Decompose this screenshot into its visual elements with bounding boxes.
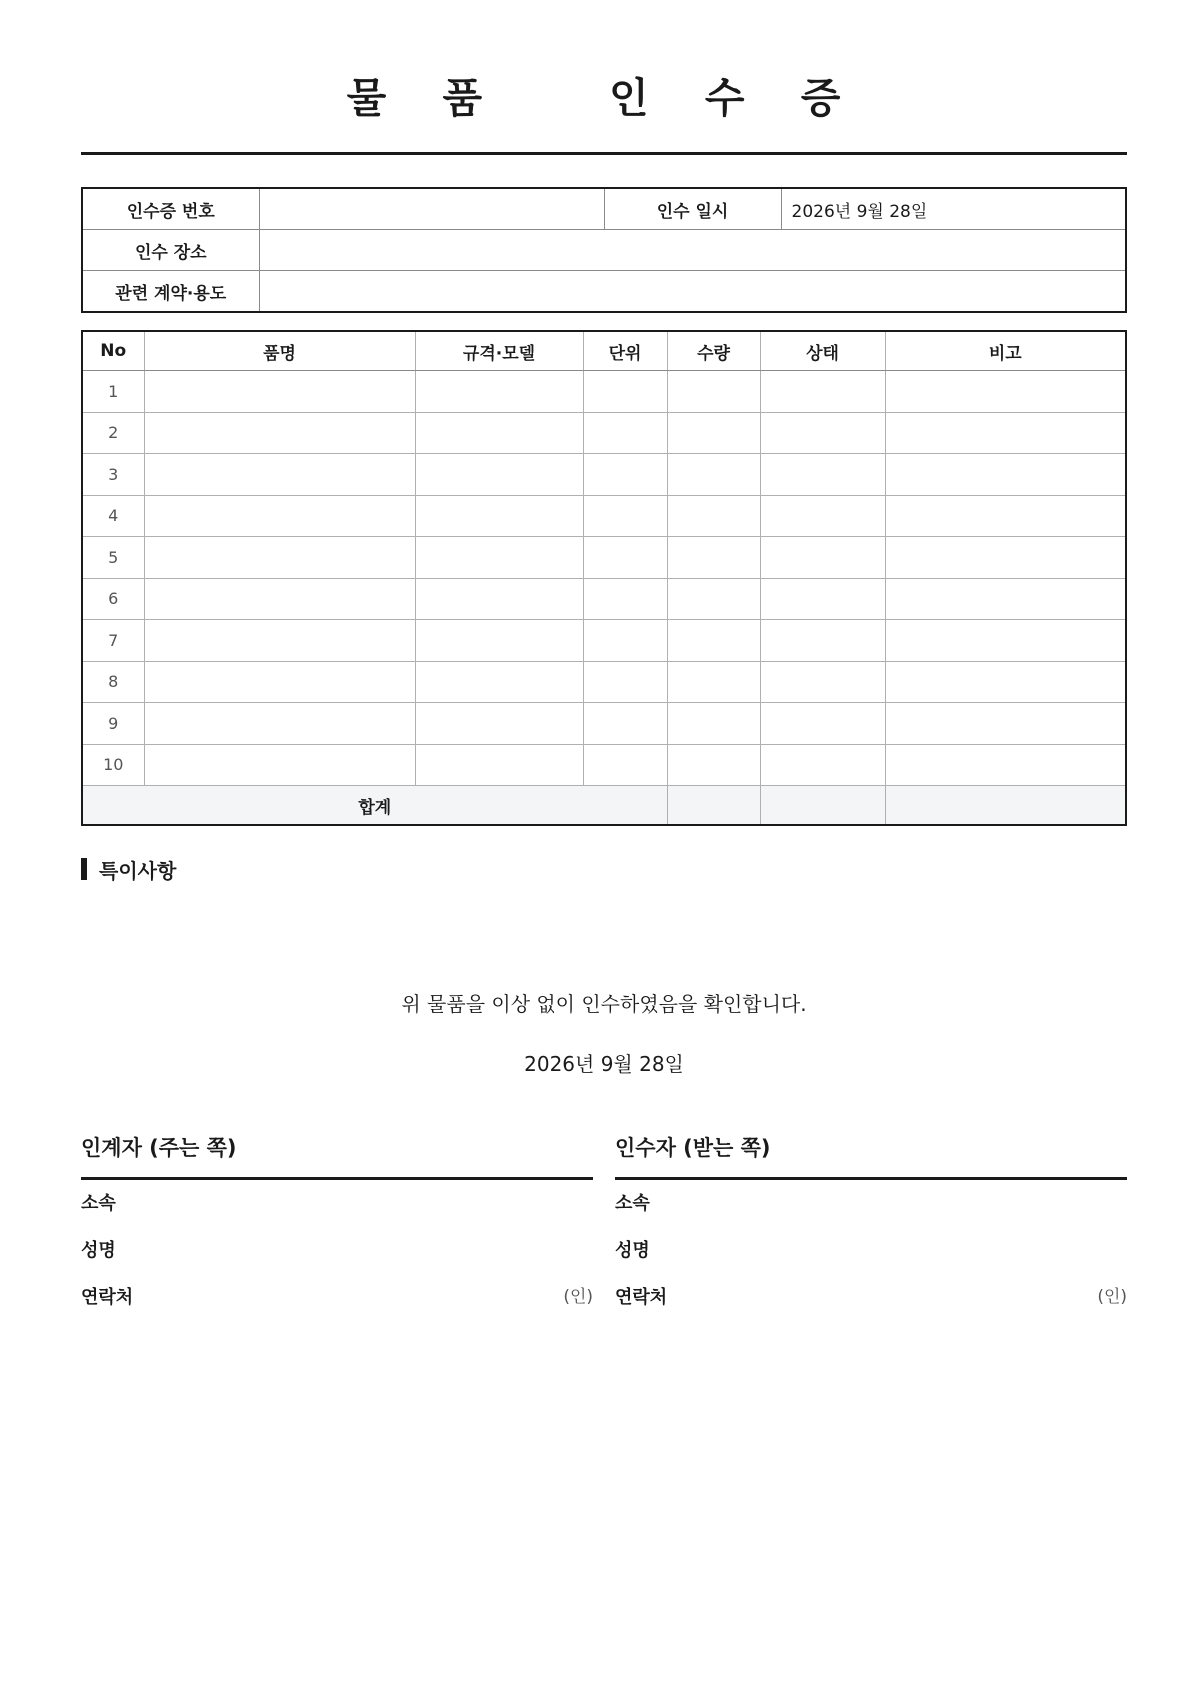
- item-name-cell[interactable]: [144, 537, 415, 579]
- item-name-cell[interactable]: [144, 703, 415, 745]
- remarks-cell[interactable]: [885, 703, 1126, 745]
- quantity-cell[interactable]: [667, 578, 760, 620]
- unit-cell[interactable]: [583, 537, 667, 579]
- row-number: 6: [82, 578, 144, 620]
- item-name-cell[interactable]: [144, 661, 415, 703]
- total-quantity-cell[interactable]: [667, 786, 760, 826]
- total-condition-cell[interactable]: [760, 786, 885, 826]
- condition-cell[interactable]: [760, 454, 885, 496]
- total-row: [82, 786, 1126, 826]
- condition-cell[interactable]: [760, 620, 885, 662]
- unit-cell[interactable]: [583, 412, 667, 454]
- condition-cell[interactable]: [760, 578, 885, 620]
- quantity-cell[interactable]: [667, 620, 760, 662]
- row-number: 4: [82, 495, 144, 537]
- condition-cell[interactable]: [760, 537, 885, 579]
- receiver-contact-row[interactable]: [615, 1274, 1127, 1321]
- unit-cell[interactable]: [583, 703, 667, 745]
- item-name-cell[interactable]: [144, 578, 415, 620]
- quantity-cell[interactable]: [667, 703, 760, 745]
- contract-label: 관련 계약·용도: [82, 271, 259, 313]
- condition-cell[interactable]: [760, 412, 885, 454]
- condition-cell[interactable]: [760, 661, 885, 703]
- received-at-field[interactable]: 2026년 9월 28일: [781, 188, 1126, 230]
- total-remarks-cell[interactable]: [885, 786, 1126, 826]
- spec-model-cell[interactable]: [415, 703, 583, 745]
- receiver-contact-label: 연락처: [615, 1287, 668, 1308]
- spec-model-cell[interactable]: [415, 661, 583, 703]
- col-header-no: No: [82, 331, 144, 371]
- remarks-cell[interactable]: [885, 578, 1126, 620]
- signing-date: 2026년 9월 28일: [524, 1052, 684, 1076]
- confirmation-statement: 위 물품을 이상 없이 인수하였음을 확인합니다.: [401, 992, 807, 1016]
- table-row: [82, 578, 1126, 620]
- row-number: 9: [82, 703, 144, 745]
- quantity-cell[interactable]: [667, 661, 760, 703]
- col-header-quantity: 수량: [667, 331, 760, 371]
- quantity-cell[interactable]: [667, 744, 760, 786]
- unit-cell[interactable]: [583, 578, 667, 620]
- table-row: [82, 371, 1126, 413]
- items-header-row: [82, 331, 1126, 371]
- item-name-cell[interactable]: [144, 495, 415, 537]
- document-title: 물 품 인 수 증: [346, 74, 862, 122]
- remarks-cell[interactable]: [885, 412, 1126, 454]
- table-row: [82, 703, 1126, 745]
- spec-model-cell[interactable]: [415, 495, 583, 537]
- quantity-cell[interactable]: [667, 537, 760, 579]
- col-header-item-name: 품명: [144, 331, 415, 371]
- giver-affiliation-label: 소속: [81, 1193, 116, 1214]
- receiver-block: [615, 1132, 1127, 1321]
- table-row: [82, 454, 1126, 496]
- quantity-cell[interactable]: [667, 412, 760, 454]
- table-row: [82, 620, 1126, 662]
- notes-heading: [81, 858, 1127, 883]
- condition-cell[interactable]: [760, 703, 885, 745]
- spec-model-cell[interactable]: [415, 578, 583, 620]
- remarks-cell[interactable]: [885, 744, 1126, 786]
- place-field[interactable]: [259, 230, 1126, 271]
- remarks-cell[interactable]: [885, 661, 1126, 703]
- unit-cell[interactable]: [583, 495, 667, 537]
- condition-cell[interactable]: [760, 371, 885, 413]
- table-row: [82, 412, 1126, 454]
- signature-section: [81, 1132, 1127, 1321]
- notes-title: 특이사항: [99, 858, 177, 883]
- remarks-cell[interactable]: [885, 371, 1126, 413]
- receipt-no-label: 인수증 번호: [82, 188, 259, 230]
- receiver-name-label: 성명: [615, 1240, 650, 1261]
- receiver-affiliation-label: 소속: [615, 1193, 650, 1214]
- remarks-cell[interactable]: [885, 537, 1126, 579]
- receiver-name-row[interactable]: [615, 1227, 1127, 1274]
- items-table: [81, 330, 1127, 826]
- spec-model-cell[interactable]: [415, 412, 583, 454]
- giver-contact-row[interactable]: [81, 1274, 593, 1321]
- receipt-no-field[interactable]: [259, 188, 604, 230]
- receiver-affiliation-row[interactable]: [615, 1180, 1127, 1227]
- condition-cell[interactable]: [760, 744, 885, 786]
- row-number: 2: [82, 412, 144, 454]
- place-label: 인수 장소: [82, 230, 259, 271]
- contract-field[interactable]: [259, 271, 1126, 313]
- col-header-condition: 상태: [760, 331, 885, 371]
- giver-seal-mark: (인): [563, 1287, 593, 1307]
- quantity-cell[interactable]: [667, 371, 760, 413]
- spec-model-cell[interactable]: [415, 371, 583, 413]
- table-row: [82, 661, 1126, 703]
- giver-block: [81, 1132, 593, 1321]
- col-header-unit: 단위: [583, 331, 667, 371]
- col-header-remarks: 비고: [885, 331, 1126, 371]
- row-number: 1: [82, 371, 144, 413]
- receipt-page: [81, 0, 1127, 1321]
- item-name-cell[interactable]: [144, 412, 415, 454]
- remarks-cell[interactable]: [885, 620, 1126, 662]
- row-number: 10: [82, 744, 144, 786]
- unit-cell[interactable]: [583, 371, 667, 413]
- unit-cell[interactable]: [583, 454, 667, 496]
- item-name-cell[interactable]: [144, 744, 415, 786]
- giver-name-row[interactable]: [81, 1227, 593, 1274]
- info-table: [81, 187, 1127, 313]
- unit-cell[interactable]: [583, 744, 667, 786]
- row-number: 5: [82, 537, 144, 579]
- spec-model-cell[interactable]: [415, 744, 583, 786]
- quantity-cell[interactable]: [667, 454, 760, 496]
- quantity-cell[interactable]: [667, 495, 760, 537]
- table-row: [82, 744, 1126, 786]
- item-name-cell[interactable]: [144, 620, 415, 662]
- item-name-cell[interactable]: [144, 371, 415, 413]
- col-header-spec-model: 규격·모델: [415, 331, 583, 371]
- giver-name-label: 성명: [81, 1240, 116, 1261]
- giver-contact-label: 연락처: [81, 1287, 134, 1308]
- spec-model-cell[interactable]: [415, 620, 583, 662]
- giver-affiliation-row[interactable]: [81, 1180, 593, 1227]
- unit-cell[interactable]: [583, 620, 667, 662]
- total-label: 합계: [82, 786, 667, 826]
- unit-cell[interactable]: [583, 661, 667, 703]
- notes-marker: [81, 858, 87, 880]
- received-at-label: 인수 일시: [604, 188, 781, 230]
- row-number: 3: [82, 454, 144, 496]
- spec-model-cell[interactable]: [415, 537, 583, 579]
- condition-cell[interactable]: [760, 495, 885, 537]
- item-name-cell[interactable]: [144, 454, 415, 496]
- receiver-title: 인수자 (받는 쪽): [615, 1136, 771, 1160]
- title-divider: [81, 152, 1127, 155]
- giver-title: 인계자 (주는 쪽): [81, 1136, 237, 1160]
- remarks-cell[interactable]: [885, 495, 1126, 537]
- row-number: 7: [82, 620, 144, 662]
- table-row: [82, 495, 1126, 537]
- row-number: 8: [82, 661, 144, 703]
- remarks-cell[interactable]: [885, 454, 1126, 496]
- receiver-seal-mark: (인): [1097, 1287, 1127, 1307]
- table-row: [82, 537, 1126, 579]
- spec-model-cell[interactable]: [415, 454, 583, 496]
